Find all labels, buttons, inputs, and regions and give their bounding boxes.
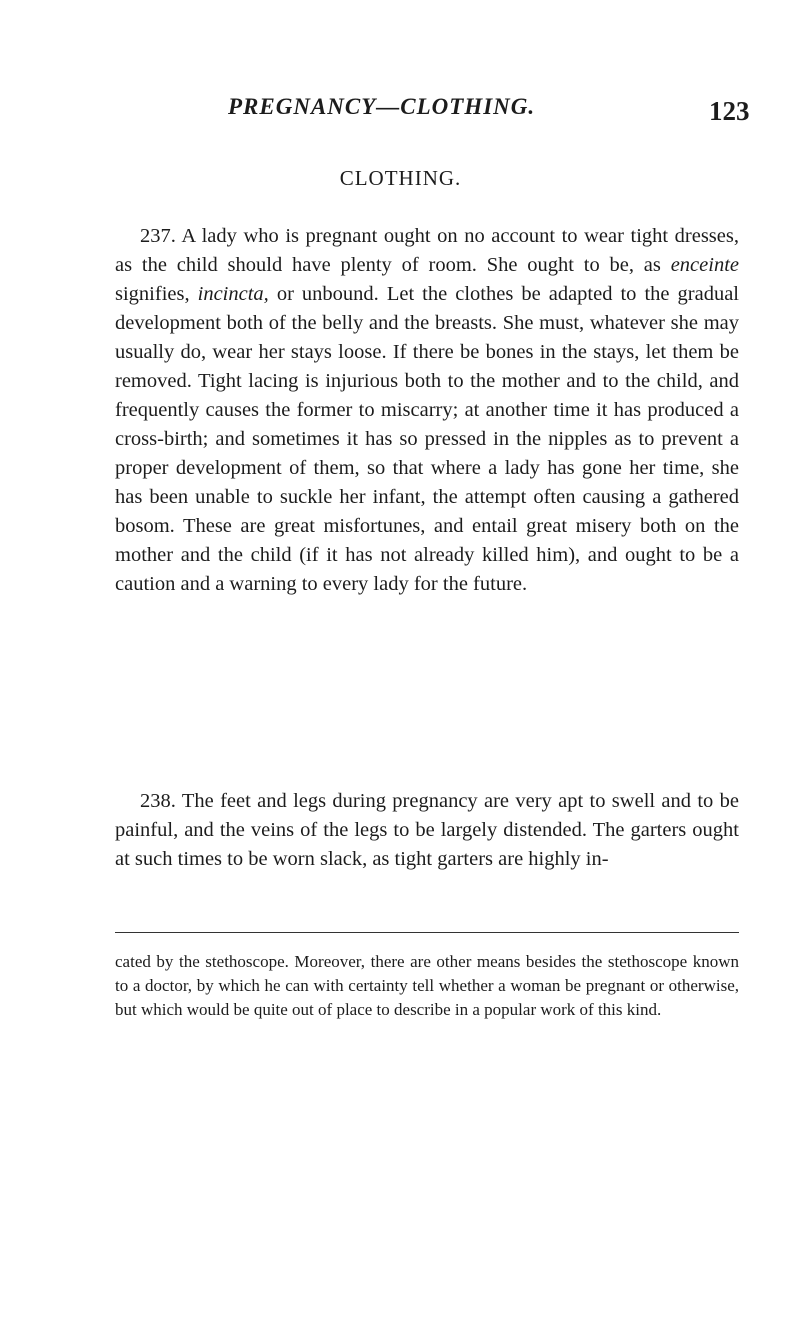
page-header <box>0 94 801 134</box>
paragraph-number: 237. <box>140 225 176 247</box>
footnote <box>115 950 739 1022</box>
paragraph-238 <box>115 787 739 874</box>
page-number: 123 <box>709 96 750 126</box>
italic-term: enceinte <box>670 254 739 276</box>
italic-term: incincta, <box>197 283 269 305</box>
section-heading: CLOTHING. <box>339 166 462 190</box>
paragraph-text: A lady who is pregnant ought on no account to wear tight dresses, as the child should have plenty of room. She ought to be, as <box>115 225 739 276</box>
running-title: PREGNANCY—CLOTHING. <box>228 94 536 119</box>
footnote-text: cated by the stethoscope. Moreover, there are other means besides the stethoscope known to a doctor, by which he can with certainty tell whether a woman be pregnant or otherwise, but which would be quite out of place to describe in a popular work of this kind. <box>115 952 739 1019</box>
paragraph-number: 238. <box>140 790 176 812</box>
paragraph-text: The feet and legs during pregnancy are very apt to swell and to be painful, and the veins of the legs to be largely distended. The garters ought at such times to be worn slack, as tight garters are highly in- <box>115 790 739 870</box>
footnote-divider <box>115 932 739 933</box>
paragraph-text: signifies, <box>115 283 198 305</box>
paragraph-text: or unbound. Let the clothes be adapted to the gradual development both of the belly and the breasts. She must, whatever she may usually do, wear her stays loose. If there be bones in the stays, let them be removed. Tight lacing is injurious both to the mother and to the child, and frequently causes the former to miscarry; at another time it has produced a cross-birth; and sometimes it has so pressed in the nipples as to prevent a proper development of them, so that where a lady has gone her time, she has been unable to suckle her infant, the attempt often causing a gathered bosom. These are great misfortunes, and entail great misery both on the mother and the child (if it has not already killed him), and ought to be a caution and a warning to every lady for the future. <box>115 283 739 595</box>
paragraph-237 <box>115 222 739 599</box>
